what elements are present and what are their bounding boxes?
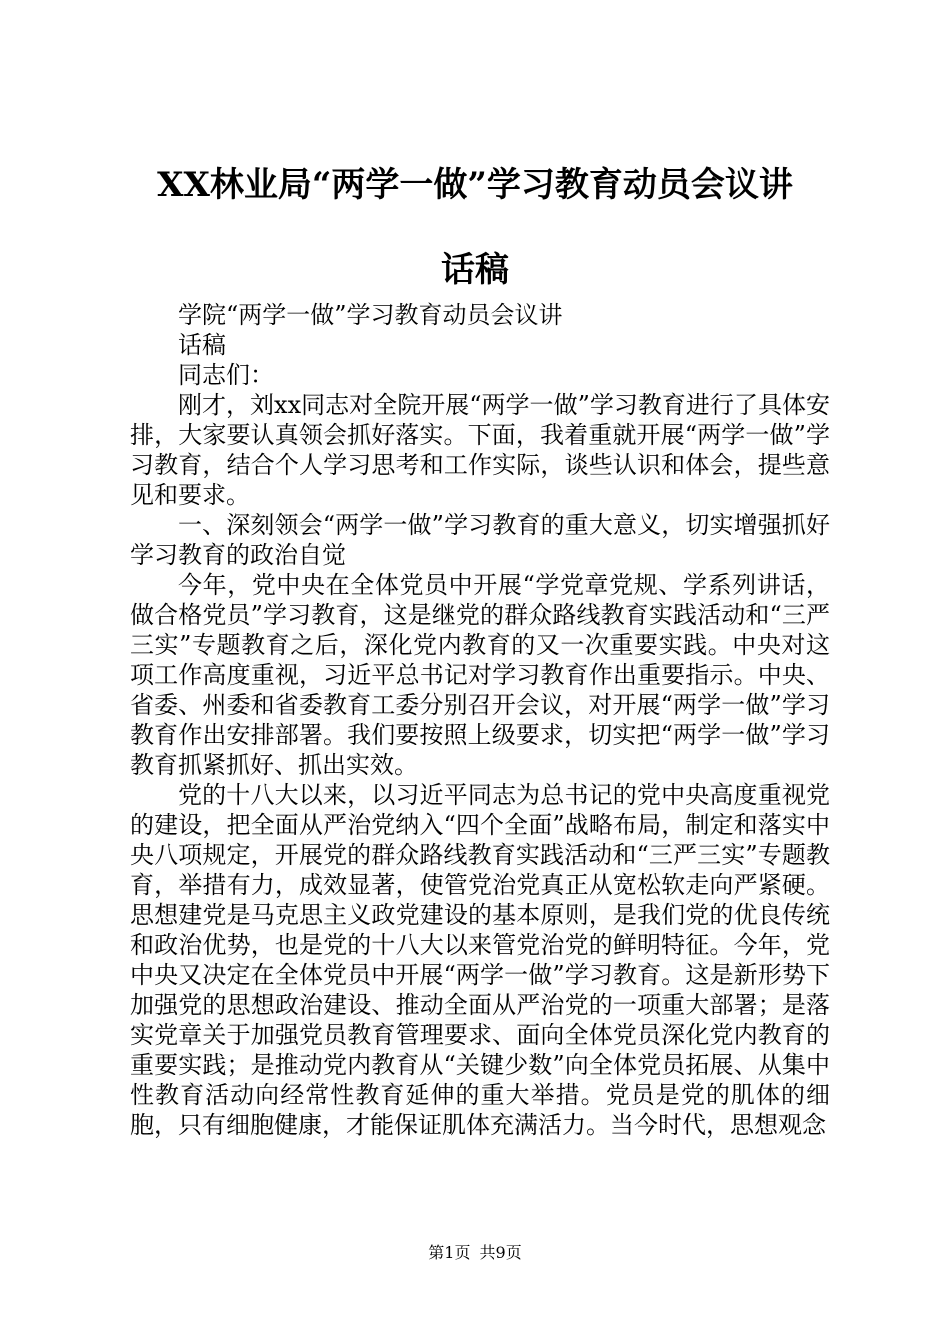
- document-body: [130, 300, 830, 1140]
- paragraph-body-2: 党的十八大以来，以习近平同志为总书记的党中央高度重视党的建设，把全面从严治党纳入“四个全面”战略布局，制定和落实中央八项规定，开展党的群众路线教育实践活动和“三严三实”专题教育，举措有力，成效显著，使管党治党真正从宽松软走向严紧硬。思想建党是马克思主义政党建设的基本原则，是我们党的优良传统和政治优势，也是党的十八大以来管党治党的鲜明特征。今年，党中央又决定在全体党员中开展“两学一做”学习教育。这是新形势下加强党的思想政治建设、推动全面从严治党的一项重大部署；是落实党章关于加强党员教育管理要求、面向全体党员深化党内教育的重要实践；是推动党内教育从“关键少数”向全体党员拓展、从集中性教育活动向经常性教育延伸的重大举措。党员是党的肌体的细胞，只有细胞健康，才能保证肌体充满活力。当今时代，思想观念: [130, 781, 830, 1139]
- document-title-line-2: 话稿: [441, 250, 509, 290]
- paragraph-subtitle-2: 话稿: [178, 331, 226, 359]
- page-footer: [0, 1243, 950, 1263]
- document-title-line-1: XX林业局“两学一做”学习教育动员会议讲: [157, 165, 793, 205]
- paragraph-body-1: 今年，党中央在全体党员中开展“学党章党规、学系列讲话，做合格党员”学习教育，这是继党的群众路线教育实践活动和“三严三实”专题教育之后，深化党内教育的又一次重要实践。中央对这项工作高度重视，习近平总书记对学习教育作出重要指示。中央、省委、州委和省委教育工委分别召开会议，对开展“两学一做”学习教育作出安排部署。我们要按照上级要求，切实把“两学一做”学习教育抓紧抓好、抓出实效。: [130, 571, 830, 779]
- page-total: 共9页: [479, 1243, 522, 1262]
- paragraph-subtitle-1: 学院“两学一做”学习教育动员会议讲: [178, 301, 563, 329]
- paragraph-intro: 刚才，刘xx同志对全院开展“两学一做”学习教育进行了具体安排，大家要认真领会抓好落实。下面，我着重就开展“两学一做”学习教育，结合个人学习思考和工作实际，谈些认识和体会，提些意见和要求。: [130, 391, 830, 509]
- page-number: 第1页: [428, 1243, 471, 1262]
- paragraph-heading-1: 一、深刻领会“两学一做”学习教育的重大意义，切实增强抓好学习教育的政治自觉: [130, 511, 830, 569]
- paragraph-salutation: 同志们：: [178, 361, 274, 389]
